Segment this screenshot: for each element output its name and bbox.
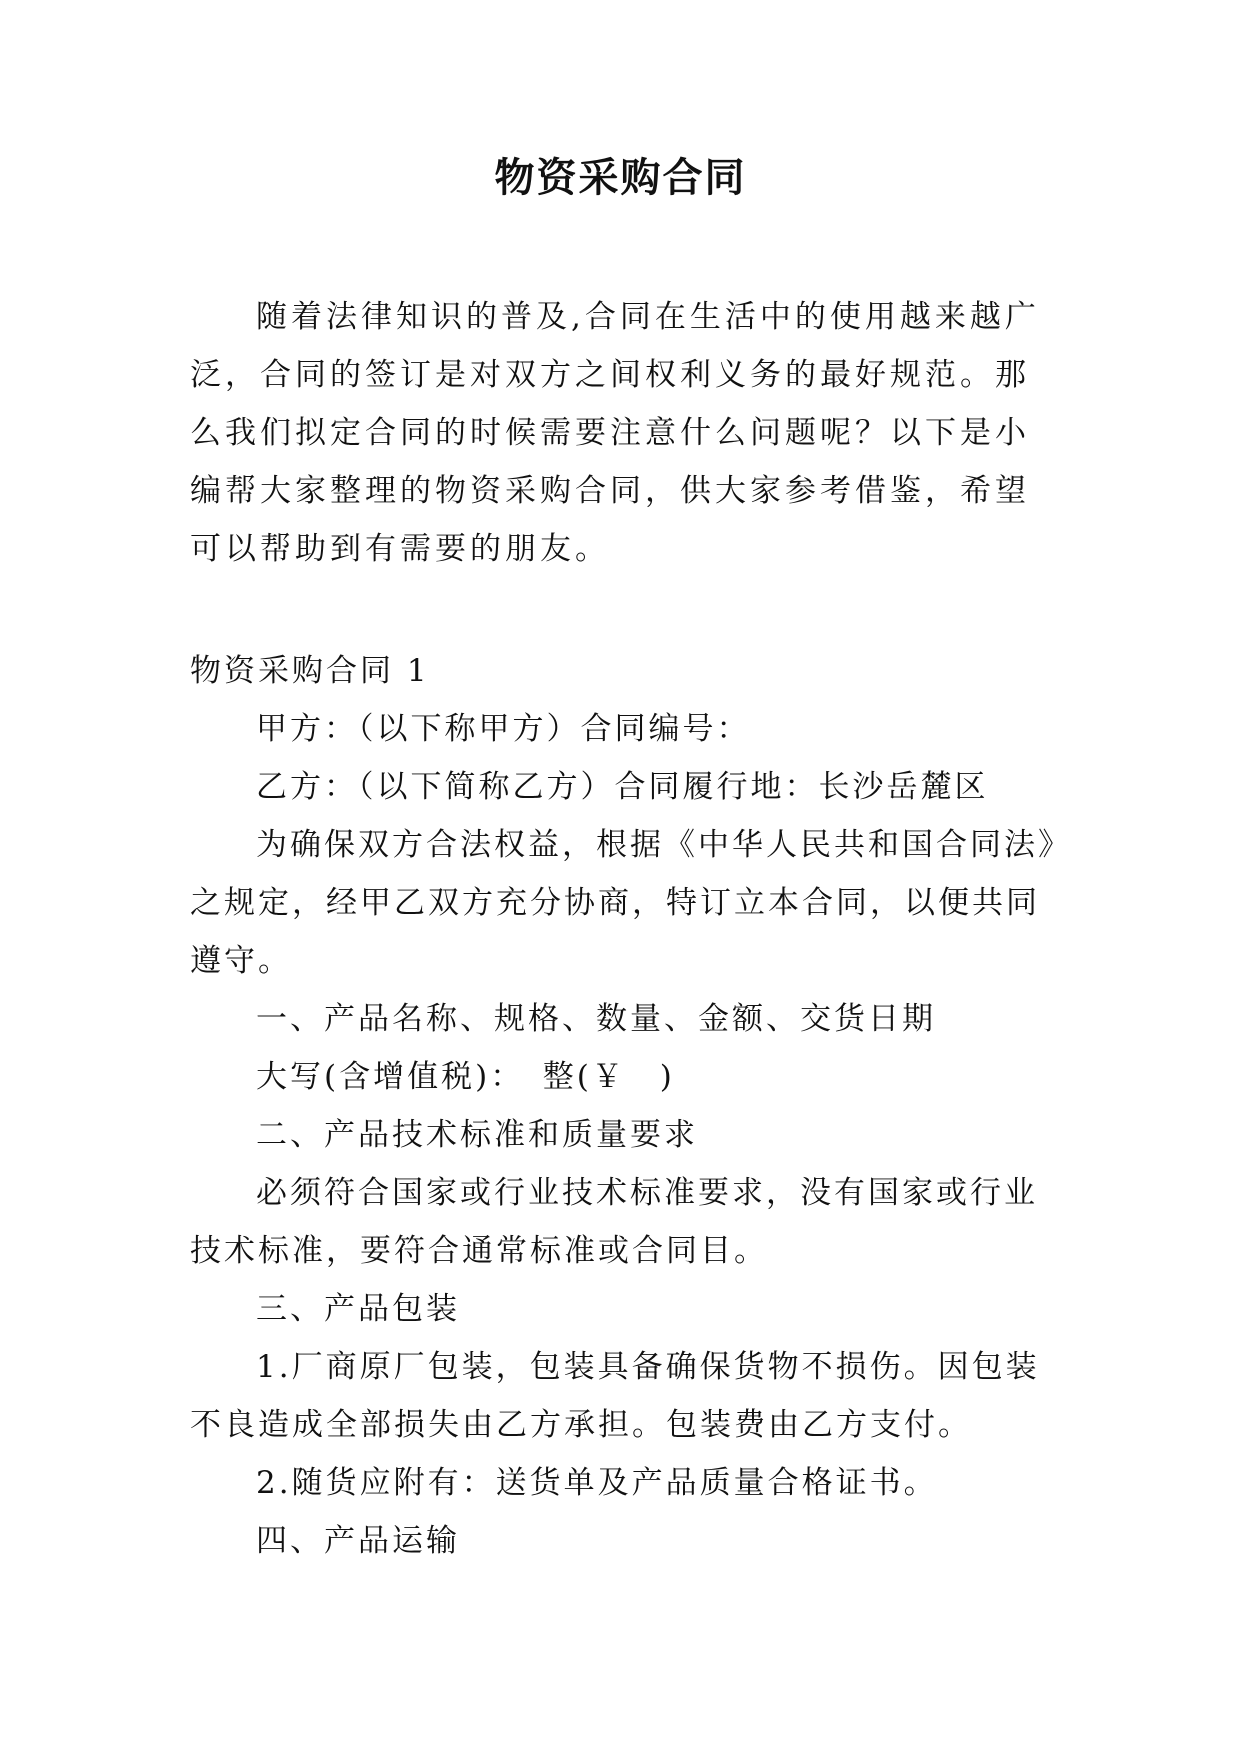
- contract-body: [190, 642, 1070, 1570]
- clause-1-amount: 大写(含增值税)： 整(￥ ): [256, 1059, 675, 1095]
- clause-3-item-2: 2.随货应附有：送货单及产品质量合格证书。: [256, 1465, 938, 1501]
- clause-3-title: 三、产品包装: [256, 1291, 460, 1327]
- clause-4-title: 四、产品运输: [256, 1523, 460, 1559]
- party-a-line: 甲方：（以下称甲方）合同编号：: [256, 711, 751, 747]
- clause-2-title: 二、产品技术标准和质量要求: [256, 1117, 698, 1153]
- clause-2-body: 必须符合国家或行业技术标准要求，没有国家或行业技术标准，要符合通常标准或合同目。: [190, 1175, 1038, 1269]
- section-heading: 物资采购合同 1: [190, 653, 430, 689]
- clause-1-title: 一、产品名称、规格、数量、金额、交货日期: [256, 1001, 936, 1037]
- preamble-paragraph: 为确保双方合法权益，根据《中华人民共和国合同法》之规定，经甲乙双方充分协商，特订立本合同，以便共同遵守。: [190, 827, 1057, 979]
- intro-paragraph: 随着法律知识的普及,合同在生活中的使用越来越广泛，合同的签订是对双方之间权利义务的最好规范。那么我们拟定合同的时候需要注意什么问题呢？以下是小编帮大家整理的物资采购合同，供大家参考借鉴，希望可以帮助到有需要的朋友。: [190, 299, 1040, 567]
- document-title: 物资采购合同: [494, 154, 747, 201]
- party-b-line: 乙方：（以下简称乙方）合同履行地：长沙岳麓区: [256, 769, 989, 805]
- clause-3-item-1: 1.厂商原厂包装，包装具备确保货物不损伤。因包装不良造成全部损失由乙方承担。包装费由乙方支付。: [190, 1349, 1040, 1443]
